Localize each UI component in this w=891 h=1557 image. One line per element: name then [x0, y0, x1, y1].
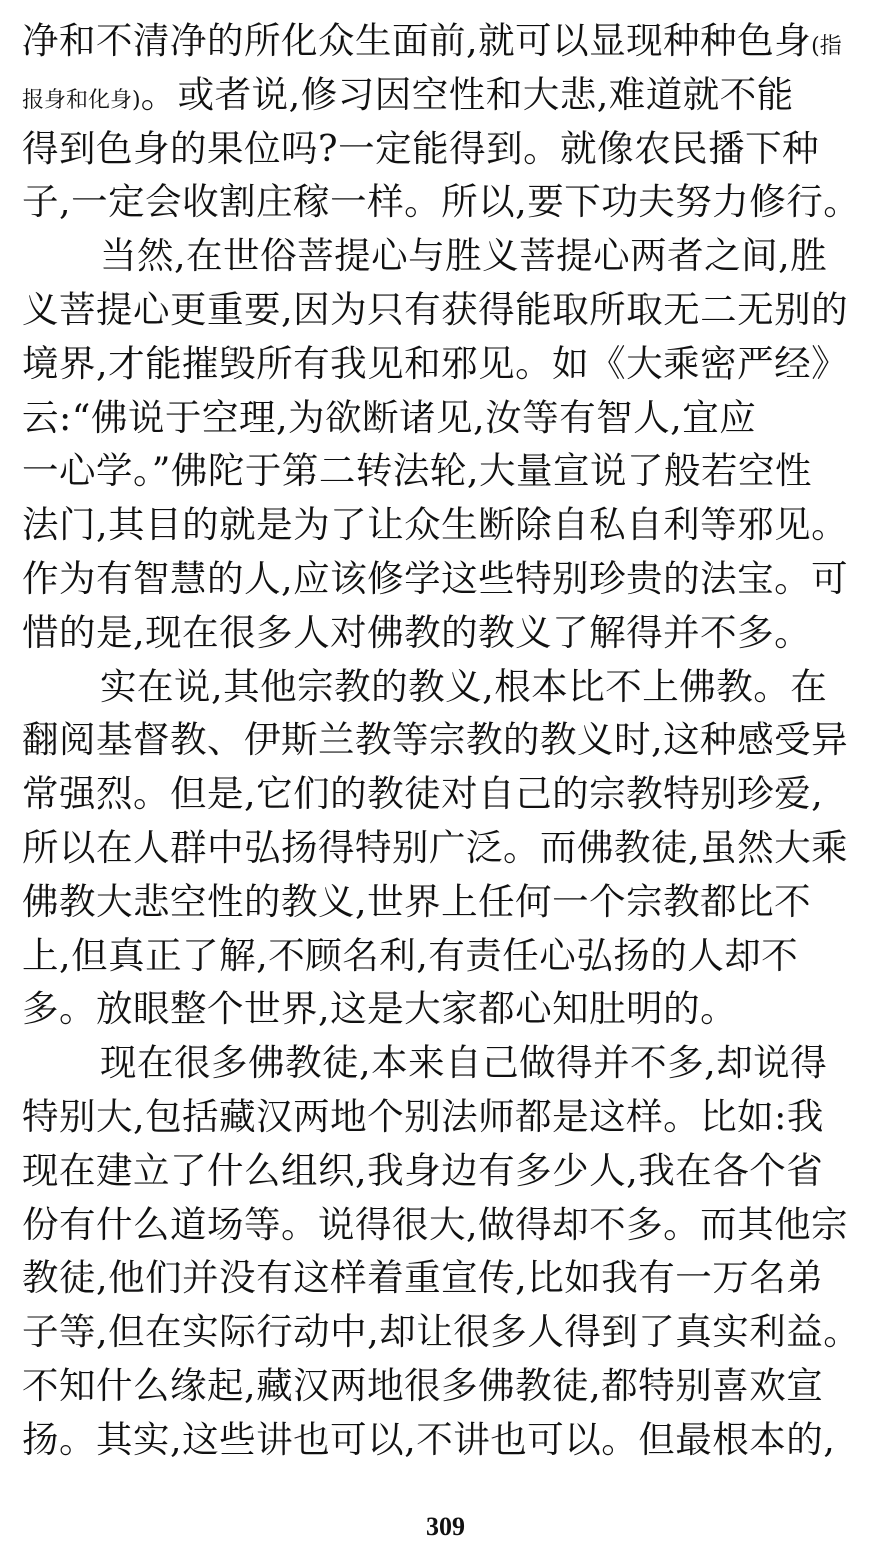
text-line: 惜的是,现在很多人对佛教的教义了解得并不多。: [22, 610, 812, 654]
page-body: [22, 14, 872, 1467]
text-line: 净和不清净的所化众生面前,就可以显现种种色身(指: [22, 19, 842, 62]
text-line: 教徒,他们并没有这样着重宣传,比如我有一万名弟: [22, 1256, 824, 1300]
paragraph-start-line: 现在很多佛教徒,本来自己做得并不多,却说得: [100, 1041, 828, 1085]
text-line: 现在建立了什么组织,我身边有多少人,我在各个省: [22, 1148, 824, 1192]
inline-note: (指: [811, 34, 842, 59]
text-line: 翻阅基督教、伊斯兰教等宗教的教义时,这种感受异: [22, 718, 849, 762]
text-line: 常强烈。但是,它们的教徒对自己的宗教特别珍爱,: [22, 772, 824, 816]
text-line: 特别大,包括藏汉两地个别法师都是这样。比如:我: [22, 1094, 824, 1138]
text-line: 所以在人群中弘扬得特别广泛。而佛教徒,虽然大乘: [22, 825, 849, 869]
inline-note: 报身和化身): [22, 87, 141, 113]
text-line: 扬。其实,这些讲也可以,不讲也可以。但最根本的,: [22, 1417, 836, 1461]
paragraph-start-line: 当然,在世俗菩提心与胜义菩提心两者之间,胜: [100, 234, 828, 278]
text-line: 报身和化身)。或者说,修习因空性和大悲,难道就不能: [22, 72, 794, 116]
text-line: 子等,但在实际行动中,却让很多人得到了真实利益。: [22, 1310, 861, 1354]
text-line: 境界,才能摧毁所有我见和邪见。如《大乘密严经》: [22, 341, 849, 385]
text-line: 多。放眼整个世界,这是大家都心知肚明的。: [22, 987, 738, 1031]
paragraph-start-line: 实在说,其他宗教的教义,根本比不上佛教。在: [100, 664, 828, 708]
text-line: 得到色身的果位吗?一定能得到。就像农民播下种: [22, 126, 820, 170]
text-line: 义菩提心更重要,因为只有获得能取所取无二无别的: [22, 287, 849, 331]
text-line: 作为有智慧的人,应该修学这些特别珍贵的法宝。可: [22, 556, 849, 600]
text-line: 上,但真正了解,不顾名利,有责任心弘扬的人却不: [22, 933, 799, 977]
text-line: 一心学。”佛陀于第二转法轮,大量宣说了般若空性: [22, 449, 813, 493]
text-line: 云:“佛说于空理,为欲断诸见,汝等有智人,宜应: [22, 395, 757, 439]
text-line: 份有什么道场等。说得很大,做得却不多。而其他宗: [22, 1202, 849, 1246]
text-line: 法门,其目的就是为了让众生断除自私自利等邪见。: [22, 503, 849, 547]
page-number: 309: [426, 1512, 465, 1541]
text-line: 佛教大悲空性的教义,世界上任何一个宗教都比不: [22, 879, 812, 923]
text-line: 不知什么缘起,藏汉两地很多佛教徒,都特别喜欢宣: [22, 1363, 824, 1407]
text-line: 子,一定会收割庄稼一样。所以,要下功夫努力修行。: [22, 180, 861, 224]
